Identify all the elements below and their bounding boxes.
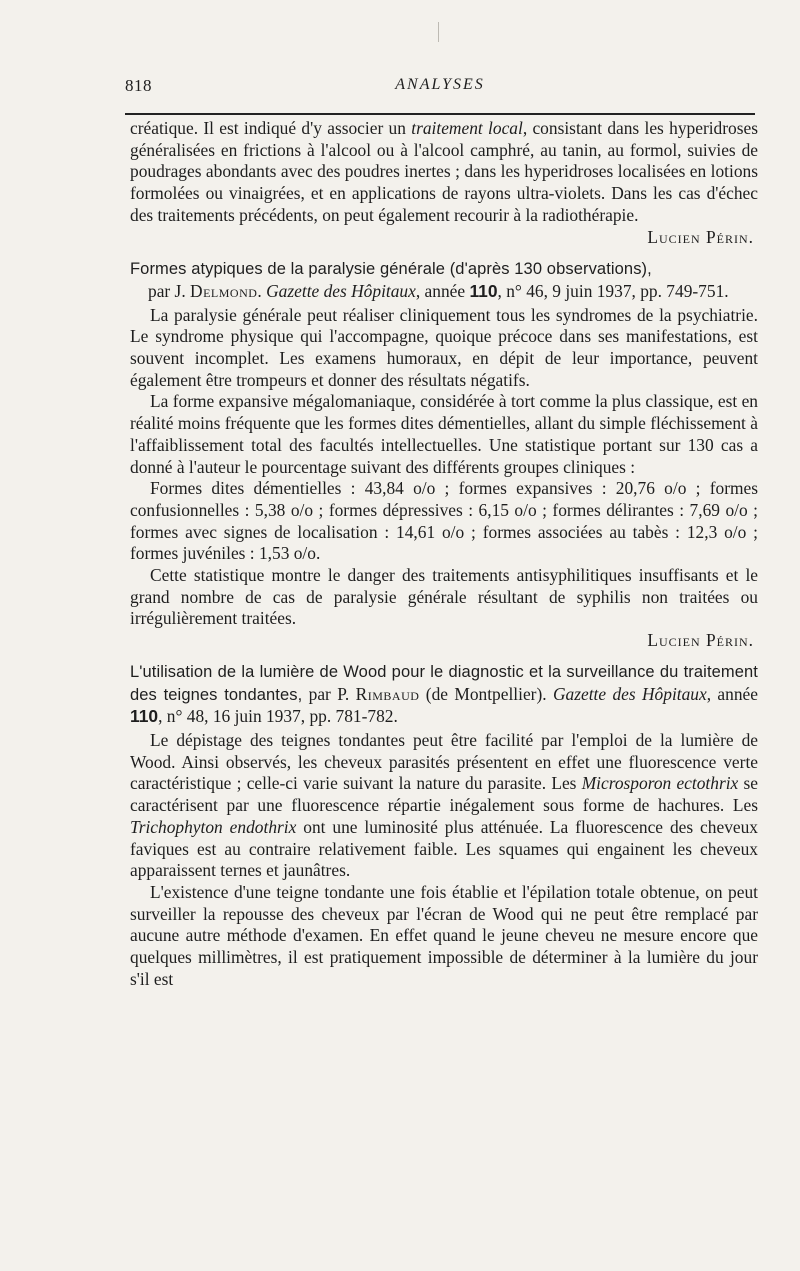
article-heading	[130, 258, 758, 302]
text-run: se caractérisent par une fluorescence répartie inégalement sous forme de hachures. Les	[130, 773, 758, 816]
text-run: ont une luminosité plus atténuée. La fluorescence des cheveux faviques est au contraire relativement faible. Les squames qui engainent les cheveux apparaissent ternes et jaunâtres.	[130, 816, 758, 881]
text-run: , consistant dans les hyperidroses généralisées en frictions à l'alcool ou à l'alcool camphré, au tanin, au formol, suivies de poudrages abondants avec des poudres inertes ; dans les hyperidroses localisées en lotions formolées ou vinaigrées, et en applications de rayons ultra-violets. Dans les cas d'échec des traitements précédents, on peut également recourir à la radiothérapie.	[130, 118, 758, 225]
paragraph: L'existence d'une teigne tondante une fois établie et l'épilation totale obtenue, on peut surveiller la repousse des cheveux par l'écran de Wood qui ne peut être remplacé par aucune autre méthode d'examen. En effet quand le jeune cheveu ne mesure encore que quelques millimètres, il est pratiquement impossible de déterminer à la lumière du jour s'il est	[130, 881, 758, 989]
scan-mark	[438, 22, 439, 42]
signature: Lucien Périn.	[647, 226, 754, 247]
signature: Lucien Périn.	[647, 630, 754, 651]
text-run: par J.	[148, 280, 191, 301]
emphasis: Trichophyton endothrix	[130, 816, 297, 837]
volume-number: 110	[469, 280, 498, 301]
article-reference	[130, 281, 758, 303]
author-name: Rimbaud	[355, 683, 420, 704]
running-title: ANALYSES	[395, 76, 485, 93]
author-name: Delmond	[190, 280, 258, 301]
emphasis: Microsporon ectothrix	[581, 773, 739, 794]
emphasis: traitement local	[411, 118, 523, 138]
paragraph: Formes dites démentielles : 43,84 o/o ; formes expansives : 20,76 o/o ; formes confusionnelles : 5,38 o/o ; formes dépressives : 6,15 o/o ; formes délirantes : 7,69 o/o ; formes avec signes de localisation : 14,61 o/o ; formes associées au tabès : 12,3 o/o ; formes juvéniles : 1,53 o/o.	[130, 478, 758, 564]
paragraph: Cette statistique montre le danger des traitements antisyphilitiques insuffisants et le grand nombre de cas de paralysie générale résultant de syphilis non traitées ou irrégulièrement traitées.	[130, 565, 758, 629]
text-run: , n° 46, 9 juin 1937, pp. 749-751.	[497, 280, 729, 301]
text-run: , n° 48, 16 juin 1937, pp. 781-782.	[158, 706, 398, 727]
text-run: par P.	[302, 683, 356, 704]
page-number: 818	[125, 76, 152, 95]
text-run: , année	[706, 683, 758, 704]
text-run: .	[257, 280, 267, 301]
article-heading	[130, 661, 758, 728]
article-title: Formes atypiques de la paralysie générale (d'après 130 observations),	[130, 260, 652, 279]
paragraph: La paralysie générale peut réaliser cliniquement tous les syndromes de la psychiatrie. Le syndrome physique qui l'accompagne, quoique précoce dans ses manifestations, est souvent incomplet. Les examens humoraux, en dépit de leur importance, peuvent également être trompeurs et donner des résultats négatifs.	[130, 304, 758, 390]
header-rule	[125, 113, 755, 115]
paragraph	[130, 730, 758, 882]
author-affiliation: (de Montpellier).	[419, 683, 553, 704]
journal-name: Gazette des Hôpitaux	[266, 280, 416, 301]
volume-number: 110	[130, 706, 159, 727]
journal-name: Gazette des Hôpitaux	[552, 683, 707, 704]
text-run: , année	[415, 280, 470, 301]
page-body	[130, 118, 758, 990]
text-run: Le dépistage des teignes tondantes peut être facilité par l'emploi de la lumière de Wood. Ainsi observés, les cheveux parasités présentent en effet une fluorescence verte caractéristique ; celle-ci varie suivant la nature du parasite. Les	[130, 729, 758, 794]
paragraph: La forme expansive mégalomaniaque, considérée à tort comme la plus classique, est en réalité moins fréquente que les formes dites démentielles, allant du simple fléchissement à l'affaiblissement total des facultés intellectuelles. Une statistique portant sur 130 cas a donné à l'auteur le pourcentage suivant des différents groupes cliniques :	[130, 391, 758, 477]
paragraph	[130, 118, 758, 227]
page-header	[125, 76, 755, 102]
text-run: créatique. Il est indiqué d'y associer un	[130, 118, 412, 138]
article-title: L'utilisation de la lumière de Wood pour le diagnostic et la surveillance du traitement des teignes tondantes,	[130, 662, 758, 704]
